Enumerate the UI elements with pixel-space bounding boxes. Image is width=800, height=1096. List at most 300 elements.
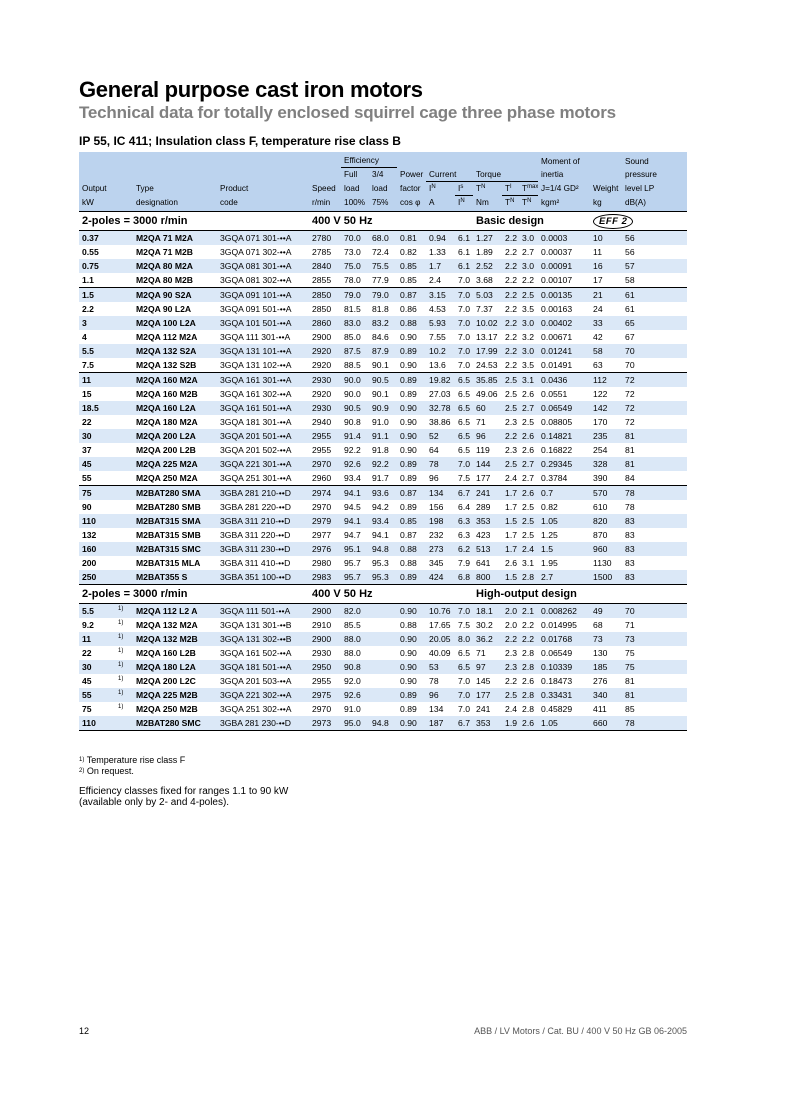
table-cell: 2900 <box>309 632 341 646</box>
table-cell: 64 <box>426 443 455 457</box>
table-cell <box>115 556 133 570</box>
table-cell <box>115 429 133 443</box>
table-cell: 58 <box>590 344 622 358</box>
table-cell: 71 <box>473 415 502 429</box>
table-cell: 42 <box>590 330 622 344</box>
table-cell: 276 <box>590 674 622 688</box>
table-cell: 3.5 <box>519 302 538 316</box>
section-design: Basic design <box>473 211 590 230</box>
table-cell: 6.1 <box>455 259 473 273</box>
table-cell: 130 <box>590 646 622 660</box>
table-cell: 61 <box>622 302 687 316</box>
table-cell: 90.9 <box>369 401 397 415</box>
table-cell: M2QA 132 S2B <box>133 358 217 373</box>
table-cell: 3GQA 161 302-••A <box>217 387 309 401</box>
table-cell: 2.5 <box>519 287 538 302</box>
table-cell: 660 <box>590 716 622 731</box>
table-cell: 2860 <box>309 316 341 330</box>
table-cell: 6.1 <box>455 245 473 259</box>
table-cell: 38.86 <box>426 415 455 429</box>
table-cell: 81.5 <box>341 302 369 316</box>
table-cell: 1.05 <box>538 716 590 731</box>
header-dba: dB(A) <box>622 195 687 211</box>
motor-data-table <box>79 152 687 731</box>
table-cell: 18.1 <box>473 603 502 618</box>
table-cell: 0.00091 <box>538 259 590 273</box>
table-cell: 7.0 <box>455 674 473 688</box>
table-cell: 235 <box>590 429 622 443</box>
table-cell: 2970 <box>309 500 341 514</box>
table-cell: 0.45829 <box>538 702 590 716</box>
table-row <box>79 443 687 457</box>
table-cell: 144 <box>473 457 502 471</box>
table-cell: 2.8 <box>519 660 538 674</box>
table-cell: 96 <box>426 471 455 486</box>
table-cell: 2970 <box>309 702 341 716</box>
table-cell: 250 <box>79 570 115 585</box>
table-cell: 2.6 <box>519 387 538 401</box>
table-cell <box>115 273 133 288</box>
table-cell: 88.0 <box>341 632 369 646</box>
table-cell: 72.4 <box>369 245 397 259</box>
header-cosphi: cos φ <box>397 195 426 211</box>
table-cell: 0.0003 <box>538 230 590 245</box>
table-row <box>79 542 687 556</box>
table-cell: 88.5 <box>341 358 369 373</box>
table-cell: 0.10339 <box>538 660 590 674</box>
table-cell: 2.8 <box>519 702 538 716</box>
table-cell: 92.0 <box>341 674 369 688</box>
table-cell: 11 <box>79 372 115 387</box>
table-cell: 90.0 <box>341 387 369 401</box>
table-cell: 0.75 <box>79 259 115 273</box>
table-cell: 78 <box>622 485 687 500</box>
table-cell: 2.2 <box>502 302 519 316</box>
table-cell: 90.1 <box>369 387 397 401</box>
table-cell <box>115 259 133 273</box>
table-cell: 3GQA 081 302-••A <box>217 273 309 288</box>
table-cell: 1.7 <box>502 485 519 500</box>
table-cell: 55 <box>79 688 115 702</box>
table-cell: 0.87 <box>397 528 426 542</box>
table-cell: 3.0 <box>519 344 538 358</box>
table-cell: 1) <box>115 603 133 618</box>
table-cell: 18.5 <box>79 401 115 415</box>
table-cell <box>115 457 133 471</box>
table-cell: 83 <box>622 528 687 542</box>
table-cell: 0.90 <box>397 646 426 660</box>
table-cell: 2930 <box>309 401 341 415</box>
table-cell: 0.37 <box>79 230 115 245</box>
table-cell: 353 <box>473 716 502 731</box>
table-cell: 2.3 <box>502 415 519 429</box>
table-cell: 5.5 <box>79 344 115 358</box>
table-cell: 2980 <box>309 556 341 570</box>
table-cell: 91.0 <box>341 702 369 716</box>
table-cell: 78 <box>426 674 455 688</box>
table-cell: 71 <box>473 646 502 660</box>
table-cell: 1.5 <box>79 287 115 302</box>
table-cell: 0.00037 <box>538 245 590 259</box>
table-cell: 55 <box>79 471 115 486</box>
table-cell: 6.1 <box>455 230 473 245</box>
table-cell: 91.8 <box>369 443 397 457</box>
table-cell: 2.8 <box>519 570 538 585</box>
table-cell: 7.0 <box>455 273 473 288</box>
table-cell: 13.6 <box>426 358 455 373</box>
header-inertia: inertia <box>541 170 564 179</box>
table-cell: 3 <box>79 316 115 330</box>
table-cell: 75 <box>622 646 687 660</box>
table-cell: 75.0 <box>341 259 369 273</box>
table-row <box>79 485 687 500</box>
table-cell: 0.89 <box>397 372 426 387</box>
table-cell: 134 <box>426 702 455 716</box>
table-cell: 1.33 <box>426 245 455 259</box>
table-cell: M2QA 132 M2A <box>133 618 217 632</box>
table-cell: 3GQA 131 302-••B <box>217 632 309 646</box>
header-full: Full <box>344 170 358 179</box>
table-cell: M2QA 132 S2A <box>133 344 217 358</box>
table-cell: 22 <box>79 415 115 429</box>
table-cell: 0.008262 <box>538 603 590 618</box>
table-cell: 1.27 <box>473 230 502 245</box>
table-cell <box>369 646 397 660</box>
table-cell: 110 <box>79 716 115 731</box>
table-cell: 3.5 <box>519 358 538 373</box>
header-current: Current <box>426 168 473 182</box>
table-cell: 424 <box>426 570 455 585</box>
table-cell: 5.93 <box>426 316 455 330</box>
table-cell: 2910 <box>309 618 341 632</box>
table-cell: 95.0 <box>341 716 369 731</box>
table-cell: 3GQA 091 101-••A <box>217 287 309 302</box>
table-cell: 10.02 <box>473 316 502 330</box>
table-cell: 0.16822 <box>538 443 590 457</box>
table-cell: 2.5 <box>502 401 519 415</box>
table-cell: 6.3 <box>455 528 473 542</box>
table-cell: 0.90 <box>397 415 426 429</box>
table-cell: 2960 <box>309 471 341 486</box>
section-poles: 2-poles = 3000 r/min <box>79 584 309 603</box>
table-cell: M2QA 112 L2 A <box>133 603 217 618</box>
table-cell: M2QA 160 M2A <box>133 372 217 387</box>
table-row <box>79 316 687 330</box>
table-cell: 24.53 <box>473 358 502 373</box>
table-cell <box>115 528 133 542</box>
table-cell: 0.85 <box>397 259 426 273</box>
table-cell: 200 <box>79 556 115 570</box>
table-cell <box>115 514 133 528</box>
table-cell: 73.0 <box>341 245 369 259</box>
header-code: code <box>217 195 309 211</box>
table-cell: 2.6 <box>519 674 538 688</box>
table-cell: 3GQA 201 503-••A <box>217 674 309 688</box>
table-cell: 1.05 <box>538 514 590 528</box>
table-cell: 85.5 <box>341 618 369 632</box>
page-footer: ABB / LV Motors / Cat. BU / 400 V 50 Hz GB 06-2005 <box>474 1026 687 1036</box>
table-cell: M2BAT280 SMB <box>133 500 217 514</box>
table-row <box>79 514 687 528</box>
table-row <box>79 273 687 288</box>
table-cell <box>115 570 133 585</box>
table-cell <box>115 443 133 457</box>
header-tmax-tn: $T^N$ <box>519 195 538 211</box>
table-cell: 3GBA 281 230-••D <box>217 716 309 731</box>
table-cell: 0.014995 <box>538 618 590 632</box>
table-cell: 83 <box>622 542 687 556</box>
table-row <box>79 330 687 344</box>
table-cell: 91.7 <box>369 471 397 486</box>
header-designation: designation <box>133 195 217 211</box>
table-cell: 0.90 <box>397 443 426 457</box>
table-cell: 90 <box>79 500 115 514</box>
table-cell <box>115 485 133 500</box>
table-cell: 56 <box>622 245 687 259</box>
header-speed: Speed <box>312 184 336 193</box>
table-cell: 241 <box>473 702 502 716</box>
table-cell: 411 <box>590 702 622 716</box>
table-cell: 0.29345 <box>538 457 590 471</box>
table-cell: 33 <box>590 316 622 330</box>
table-cell: 110 <box>79 514 115 528</box>
table-cell: M2QA 80 M2A <box>133 259 217 273</box>
table-cell: 87.9 <box>369 344 397 358</box>
table-cell: 94.8 <box>369 716 397 731</box>
table-cell: 2.2 <box>502 273 519 288</box>
table-cell: 13.17 <box>473 330 502 344</box>
table-cell: 3GQA 161 501-••A <box>217 401 309 415</box>
table-cell: M2BAT315 SMC <box>133 542 217 556</box>
table-cell: 142 <box>590 401 622 415</box>
table-cell: 2973 <box>309 716 341 731</box>
table-cell: 0.90 <box>397 603 426 618</box>
header-pct75: 75% <box>369 195 397 211</box>
table-row <box>79 429 687 443</box>
header-in: $I^N$ <box>429 184 436 193</box>
table-cell: 1) <box>115 618 133 632</box>
table-cell: 3.0 <box>519 230 538 245</box>
table-cell: 2955 <box>309 674 341 688</box>
table-cell: 3GQA 131 101-••A <box>217 344 309 358</box>
table-cell: 7.9 <box>455 556 473 570</box>
table-cell: 0.89 <box>397 344 426 358</box>
table-cell: 119 <box>473 443 502 457</box>
table-cell: 0.14821 <box>538 429 590 443</box>
table-cell: 2.6 <box>519 716 538 731</box>
table-cell: 0.82 <box>397 245 426 259</box>
table-cell: 2780 <box>309 230 341 245</box>
table-cell: 0.18473 <box>538 674 590 688</box>
table-cell: M2QA 90 S2A <box>133 287 217 302</box>
table-cell: 93.4 <box>369 514 397 528</box>
header-load-34: load <box>372 184 388 193</box>
table-cell: 2.8 <box>519 688 538 702</box>
table-cell: 0.0551 <box>538 387 590 401</box>
table-cell: 0.06549 <box>538 646 590 660</box>
efficiency-note <box>79 786 288 808</box>
table-cell: 6.5 <box>455 429 473 443</box>
table-cell: 7.0 <box>455 688 473 702</box>
table-cell: 2930 <box>309 372 341 387</box>
table-cell: 0.90 <box>397 716 426 731</box>
table-cell: 3GQA 081 301-••A <box>217 259 309 273</box>
header-tn: $T^N$ <box>476 184 486 193</box>
header-tmax: $T^{max}$ <box>519 181 538 195</box>
table-cell: 84 <box>622 471 687 486</box>
table-cell: 70.0 <box>341 230 369 245</box>
table-cell: 2900 <box>309 603 341 618</box>
table-cell: 94.2 <box>369 500 397 514</box>
table-cell: 70 <box>622 358 687 373</box>
table-cell: 2940 <box>309 415 341 429</box>
table-cell: 22 <box>79 646 115 660</box>
table-cell: 37 <box>79 443 115 457</box>
table-cell: 2.5 <box>519 500 538 514</box>
table-cell: 2.8 <box>519 646 538 660</box>
table-cell: M2QA 71 M2B <box>133 245 217 259</box>
table-cell: M2QA 180 L2A <box>133 660 217 674</box>
table-cell: 75 <box>79 702 115 716</box>
table-cell: 97 <box>473 660 502 674</box>
table-cell: 11 <box>590 245 622 259</box>
page-number: 12 <box>79 1026 90 1036</box>
table-cell: 35.85 <box>473 372 502 387</box>
table-cell: 75.5 <box>369 259 397 273</box>
table-cell: 83 <box>622 556 687 570</box>
table-cell: 2950 <box>309 660 341 674</box>
table-cell: M2BAT280 SMA <box>133 485 217 500</box>
table-cell: 0.90 <box>397 660 426 674</box>
table-cell: 198 <box>426 514 455 528</box>
table-cell: 75 <box>79 485 115 500</box>
table-cell: 570 <box>590 485 622 500</box>
header-is: $I^s$ <box>455 181 473 195</box>
table-cell: 2955 <box>309 429 341 443</box>
table-cell: 15 <box>79 387 115 401</box>
section-header <box>79 584 687 603</box>
table-cell: 11 <box>79 632 115 646</box>
table-cell: 423 <box>473 528 502 542</box>
table-cell: 0.90 <box>397 674 426 688</box>
table-cell: 63 <box>590 358 622 373</box>
table-cell: M2QA 200 L2B <box>133 443 217 457</box>
table-cell: 2.7 <box>519 471 538 486</box>
table-cell: 0.94 <box>426 230 455 245</box>
header-factor: factor <box>400 184 421 193</box>
table-cell: 19.82 <box>426 372 455 387</box>
table-cell: 0.90 <box>397 401 426 415</box>
table-cell: 92.2 <box>341 443 369 457</box>
table-cell: 94.5 <box>341 500 369 514</box>
table-cell: 1.7 <box>502 542 519 556</box>
table-cell <box>115 372 133 387</box>
table-cell: 0.88 <box>397 542 426 556</box>
table-row <box>79 358 687 373</box>
table-cell: 2977 <box>309 528 341 542</box>
table-cell: 2.7 <box>538 570 590 585</box>
table-cell: 2955 <box>309 443 341 457</box>
header-three-quarter: 3/4 <box>372 170 384 179</box>
table-cell: 1130 <box>590 556 622 570</box>
table-cell: 170 <box>590 415 622 429</box>
table-cell <box>115 387 133 401</box>
table-cell: 92.6 <box>341 688 369 702</box>
table-cell: 513 <box>473 542 502 556</box>
table-cell: 68.0 <box>369 230 397 245</box>
table-cell: 2.5 <box>519 415 538 429</box>
table-cell <box>115 542 133 556</box>
table-cell: 92.2 <box>369 457 397 471</box>
table-cell: 93.4 <box>341 471 369 486</box>
table-cell: 6.5 <box>455 443 473 457</box>
table-cell: 0.00402 <box>538 316 590 330</box>
table-cell: 52 <box>426 429 455 443</box>
table-cell: 122 <box>590 387 622 401</box>
table-cell: 241 <box>473 485 502 500</box>
table-cell: 56 <box>622 230 687 245</box>
table-cell: M2BAT355 S <box>133 570 217 585</box>
table-row <box>79 688 687 702</box>
table-cell: 2.0 <box>502 618 519 632</box>
table-cell <box>369 674 397 688</box>
header-j: J=1/4 GD² <box>541 184 579 193</box>
table-cell: 45 <box>79 457 115 471</box>
table-cell: 96 <box>473 429 502 443</box>
table-row <box>79 387 687 401</box>
table-cell: 2.4 <box>502 471 519 486</box>
table-cell <box>369 603 397 618</box>
table-cell: 2975 <box>309 688 341 702</box>
table-cell: 90.8 <box>341 415 369 429</box>
table-cell: 90.5 <box>341 401 369 415</box>
table-cell: M2QA 132 M2B <box>133 632 217 646</box>
table-cell: M2QA 180 M2A <box>133 415 217 429</box>
table-cell: 88.0 <box>341 646 369 660</box>
table-cell <box>115 415 133 429</box>
table-cell: 40.09 <box>426 646 455 660</box>
table-cell: 1500 <box>590 570 622 585</box>
table-cell: 2.7 <box>519 401 538 415</box>
table-cell: 3.15 <box>426 287 455 302</box>
table-cell: 2.2 <box>502 230 519 245</box>
table-cell: 2.2 <box>502 429 519 443</box>
table-cell: 6.5 <box>455 401 473 415</box>
table-cell: 1) <box>115 646 133 660</box>
table-cell: 345 <box>426 556 455 570</box>
table-cell: 156 <box>426 500 455 514</box>
table-cell: 145 <box>473 674 502 688</box>
table-cell: 2.2 <box>502 330 519 344</box>
table-cell: 134 <box>426 485 455 500</box>
table-cell: 7.37 <box>473 302 502 316</box>
table-cell: 72 <box>622 387 687 401</box>
table-cell: 6.3 <box>455 514 473 528</box>
table-cell: 83.2 <box>369 316 397 330</box>
table-cell: 0.08805 <box>538 415 590 429</box>
table-cell: 83.0 <box>341 316 369 330</box>
table-cell: 1.89 <box>473 245 502 259</box>
table-cell: 61 <box>622 287 687 302</box>
table-cell: 2970 <box>309 457 341 471</box>
table-cell: 20.05 <box>426 632 455 646</box>
table-cell: 2840 <box>309 259 341 273</box>
table-cell: 53 <box>426 660 455 674</box>
table-cell: 32.78 <box>426 401 455 415</box>
table-cell: 610 <box>590 500 622 514</box>
table-cell: 45 <box>79 674 115 688</box>
table-cell: 75 <box>622 660 687 674</box>
